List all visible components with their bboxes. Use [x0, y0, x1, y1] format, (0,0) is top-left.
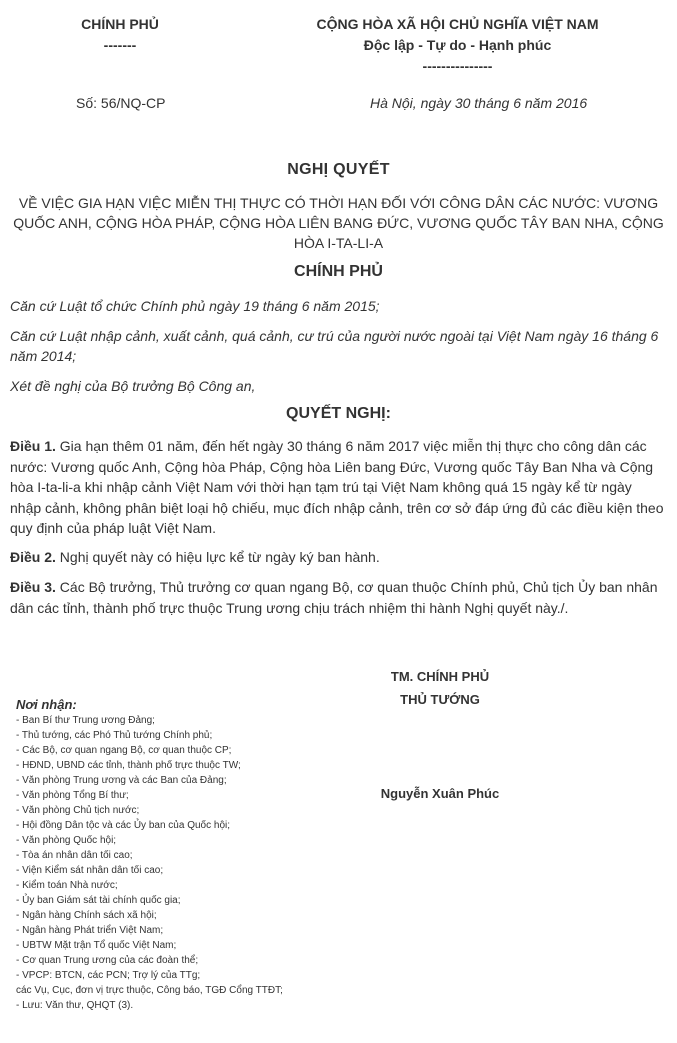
list-item: - Ngân hàng Phát triển Việt Nam; [16, 925, 164, 936]
signature-on-behalf: TM. CHÍNH PHỦ [390, 669, 490, 684]
national-title-block [250, 14, 665, 77]
document-subject: VỀ VIỆC GIA HẠN VIỆC MIỄN THỊ THỰC CÓ THỜI HẠN ĐỐI VỚI CÔNG DÂN CÁC NƯỚC: VƯƠNG QUỐC ANH, CỘNG HÒA PHÁP, CỘNG HÒA LIÊN BANG ĐỨC, VƯƠNG QUỐC TÂY BAN NHA, CỘNG HÒA I-TA-LI-A [13, 195, 664, 251]
list-item: - Văn phòng Tổng Bí thư; [16, 790, 129, 801]
motto-rule: --------------- [422, 58, 493, 74]
list-item: - Hội đồng Dân tộc và các Ủy ban của Quốc hội; [16, 820, 231, 831]
list-item: - Ủy ban Giám sát tài chính quốc gia; [16, 895, 181, 906]
list-item: các Vụ, Cục, đơn vị trực thuộc, Công báo, TGĐ Cổng TTĐT; [16, 985, 283, 996]
signature-position: THỦ TƯỚNG [400, 692, 480, 707]
list-item: - UBTW Mặt trận Tổ quốc Việt Nam; [16, 940, 177, 951]
article-1-label: Điều 1. [10, 438, 56, 454]
legal-basis-3: Xét đề nghị của Bộ trưởng Bộ Công an, [10, 378, 256, 394]
national-motto: Độc lập - Tự do - Hạnh phúc [363, 37, 552, 53]
list-item: - Ban Bí thư Trung ương Đảng; [16, 715, 155, 726]
list-item: - Cơ quan Trung ương của các đoàn thể; [16, 955, 199, 966]
list-item: - VPCP: BTCN, các PCN; Trợ lý của TTg; [16, 970, 201, 981]
list-item: - Các Bộ, cơ quan ngang Bộ, cơ quan thuộc CP; [16, 745, 232, 756]
article-2-text: Nghị quyết này có hiệu lực kể từ ngày ký ban hành. [55, 549, 380, 565]
issuing-agency-block [40, 14, 200, 56]
article-1 [10, 436, 665, 539]
decision-heading: QUYẾT NGHỊ: [286, 405, 391, 422]
list-item: - Văn phòng Quốc hội; [16, 835, 117, 846]
article-2-label: Điều 2. [10, 549, 56, 565]
agency-rule: ------- [103, 37, 137, 53]
document-number: Số: 56/NQ-CP [76, 95, 166, 111]
signer-name: Nguyễn Xuân Phúc [380, 786, 500, 801]
list-item: - Thủ tướng, các Phó Thủ tướng Chính phủ; [16, 730, 213, 741]
recipients-title: Nơi nhận: [16, 697, 77, 712]
list-item: - Viện Kiểm sát nhân dân tối cao; [16, 865, 164, 876]
place-and-date: Hà Nội, ngày 30 tháng 6 năm 2016 [370, 95, 588, 111]
recipients-list [16, 713, 286, 1013]
legal-basis-2: Căn cứ Luật nhập cảnh, xuất cảnh, quá cảnh, cư trú của người nước ngoài tại Việt Nam ngày 16 tháng 6 năm 2014; [10, 328, 659, 364]
article-3-label: Điều 3. [10, 579, 56, 595]
article-2 [10, 547, 665, 568]
document-type: NGHỊ QUYẾT [287, 161, 390, 178]
list-item: - Văn phòng Chủ tịch nước; [16, 805, 140, 816]
list-item: - HĐND, UBND các tỉnh, thành phố trực thuộc TW; [16, 760, 241, 771]
list-item: - Lưu: Văn thư, QHQT (3). [16, 1000, 134, 1011]
article-1-text: Gia hạn thêm 01 năm, đến hết ngày 30 tháng 6 năm 2017 việc miễn thị thực cho công dân các nước: Vương quốc Anh, Cộng hòa Pháp, Cộng hòa Liên bang Đức, Vương quốc Tây Ban Nha và Cộng hòa I-ta-li-a khi nhập cảnh Việt Nam với thời hạn tạm trú tại Việt Nam không quá 15 ngày kể từ ngày nhập cảnh, không phân biệt loại hộ chiếu, mục đích nhập cảnh, trên cơ sở đáp ứng đủ các điều kiện theo quy định của pháp luật Việt Nam. [10, 438, 664, 536]
recipients-block [16, 697, 286, 1013]
national-title: CỘNG HÒA XÃ HỘI CHỦ NGHĨA VIỆT NAM [316, 16, 599, 32]
list-item: - Văn phòng Trung ương và các Ban của Đảng; [16, 775, 227, 786]
list-item: - Kiểm toán Nhà nước; [16, 880, 118, 891]
signature-block [330, 665, 550, 711]
issuing-body: CHÍNH PHỦ [294, 263, 383, 280]
issuing-agency: CHÍNH PHỦ [81, 16, 159, 32]
list-item: - Ngân hàng Chính sách xã hội; [16, 910, 157, 921]
legal-basis-1: Căn cứ Luật tổ chức Chính phủ ngày 19 tháng 6 năm 2015; [10, 298, 380, 314]
article-3 [10, 577, 665, 618]
article-3-text: Các Bộ trưởng, Thủ trưởng cơ quan ngang Bộ, cơ quan thuộc Chính phủ, Chủ tịch Ủy ban nhân dân các tỉnh, thành phố trực thuộc Trung ương chịu trách nhiệm thi hành Nghị quyết này./. [10, 579, 658, 616]
list-item: - Tòa án nhân dân tối cao; [16, 850, 133, 861]
